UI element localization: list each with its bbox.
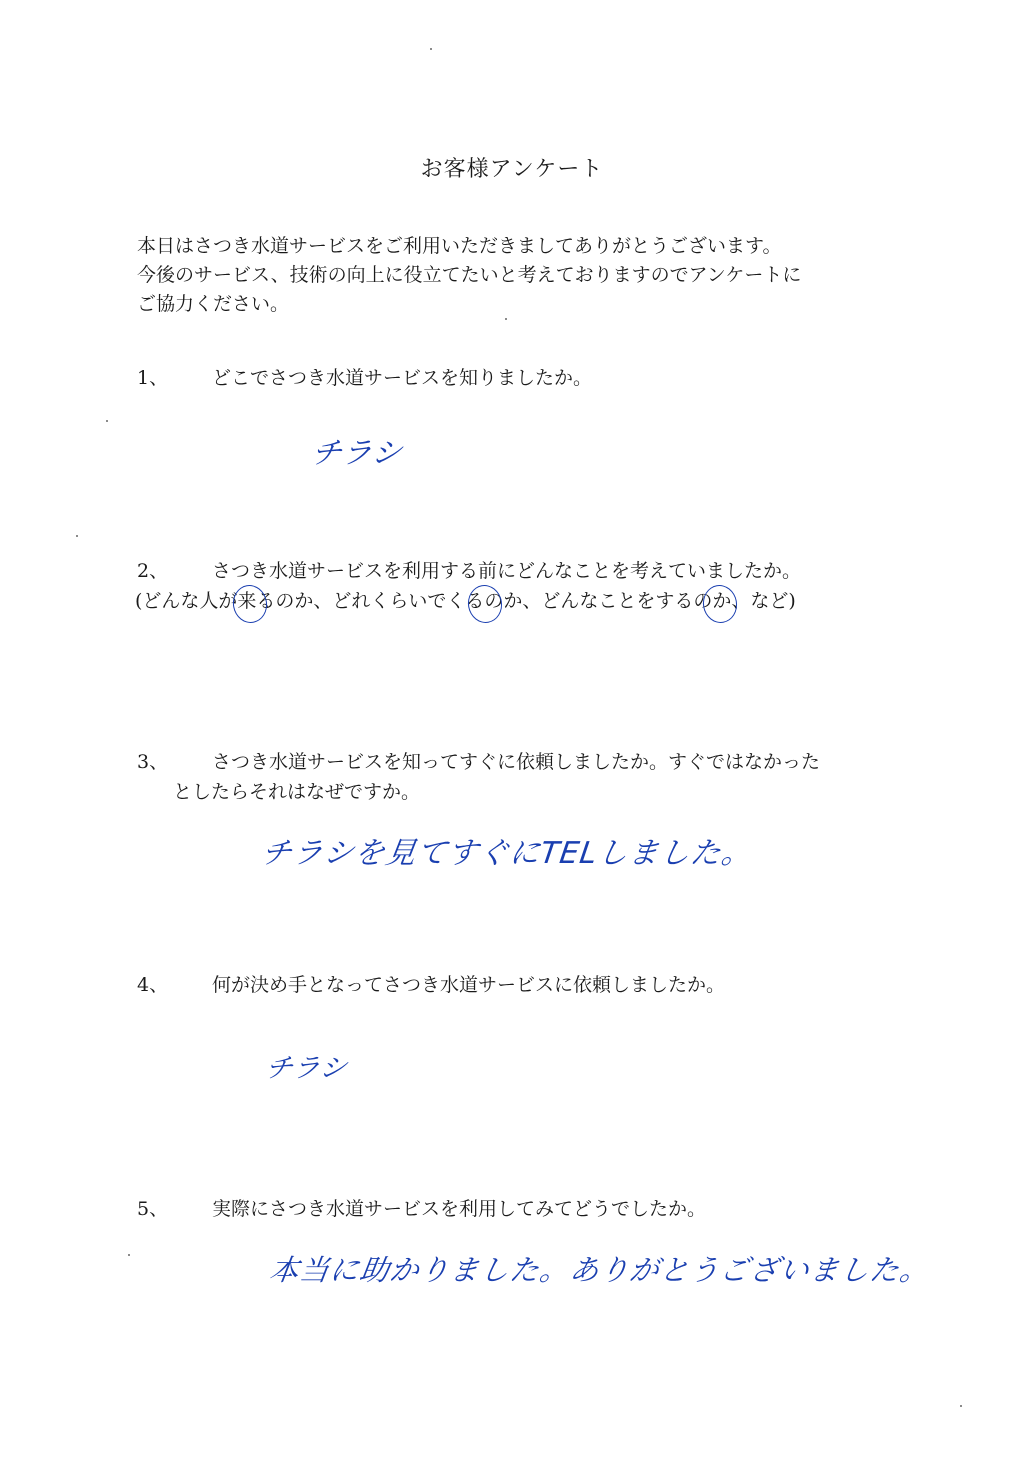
question-number: 1、 <box>137 367 169 389</box>
answer-1-handwritten: チラシ <box>309 436 404 471</box>
question-text: 何が決め手となってさつき水道サービスに依頼しましたか。 <box>212 974 726 996</box>
question-4 <box>137 970 897 1000</box>
intro-line: ご協力ください。 <box>137 293 290 315</box>
question-3 <box>137 747 897 807</box>
answer-5-handwritten: 本当に助かりました。ありがとうございました。 <box>267 1253 933 1287</box>
scan-speck <box>106 420 108 422</box>
question-number: 4、 <box>137 974 169 996</box>
intro-line: 今後のサービス、技術の向上に役立てたいと考えておりますのでアンケートに <box>137 264 802 286</box>
question-text: どこでさつき水道サービスを知りましたか。 <box>212 367 593 389</box>
question-text: さつき水道サービスを知ってすぐに依頼しましたか。すぐではなかった <box>212 751 821 773</box>
question-5 <box>137 1194 897 1224</box>
question-1 <box>137 363 897 393</box>
answer-3-handwritten: チラシを見てすぐにTELしました。 <box>259 836 755 871</box>
intro-line: 本日はさつき水道サービスをご利用いただきましてありがとうございます。 <box>137 235 782 257</box>
page-title: お客様アンケート <box>420 157 604 182</box>
scan-speck <box>430 48 432 50</box>
scan-speck <box>960 1405 962 1407</box>
question-subtext: としたらそれはなぜですか。 <box>173 781 421 803</box>
question-number: 5、 <box>137 1198 169 1220</box>
intro-paragraph <box>137 232 917 319</box>
question-text: さつき水道サービスを利用する前にどんなことを考えていましたか。 <box>212 560 802 582</box>
answer-4-handwritten: チラシ <box>263 1053 349 1084</box>
question-number: 3、 <box>137 751 169 773</box>
question-subtext: (どんな人が来るのか、どれくらいでくるのか、どんなことをするのか、など) <box>135 590 796 612</box>
scan-speck <box>76 535 78 537</box>
question-number: 2、 <box>137 560 169 582</box>
scan-speck <box>128 1254 130 1256</box>
question-text: 実際にさつき水道サービスを利用してみてどうでしたか。 <box>212 1198 707 1220</box>
scan-speck <box>505 318 507 320</box>
